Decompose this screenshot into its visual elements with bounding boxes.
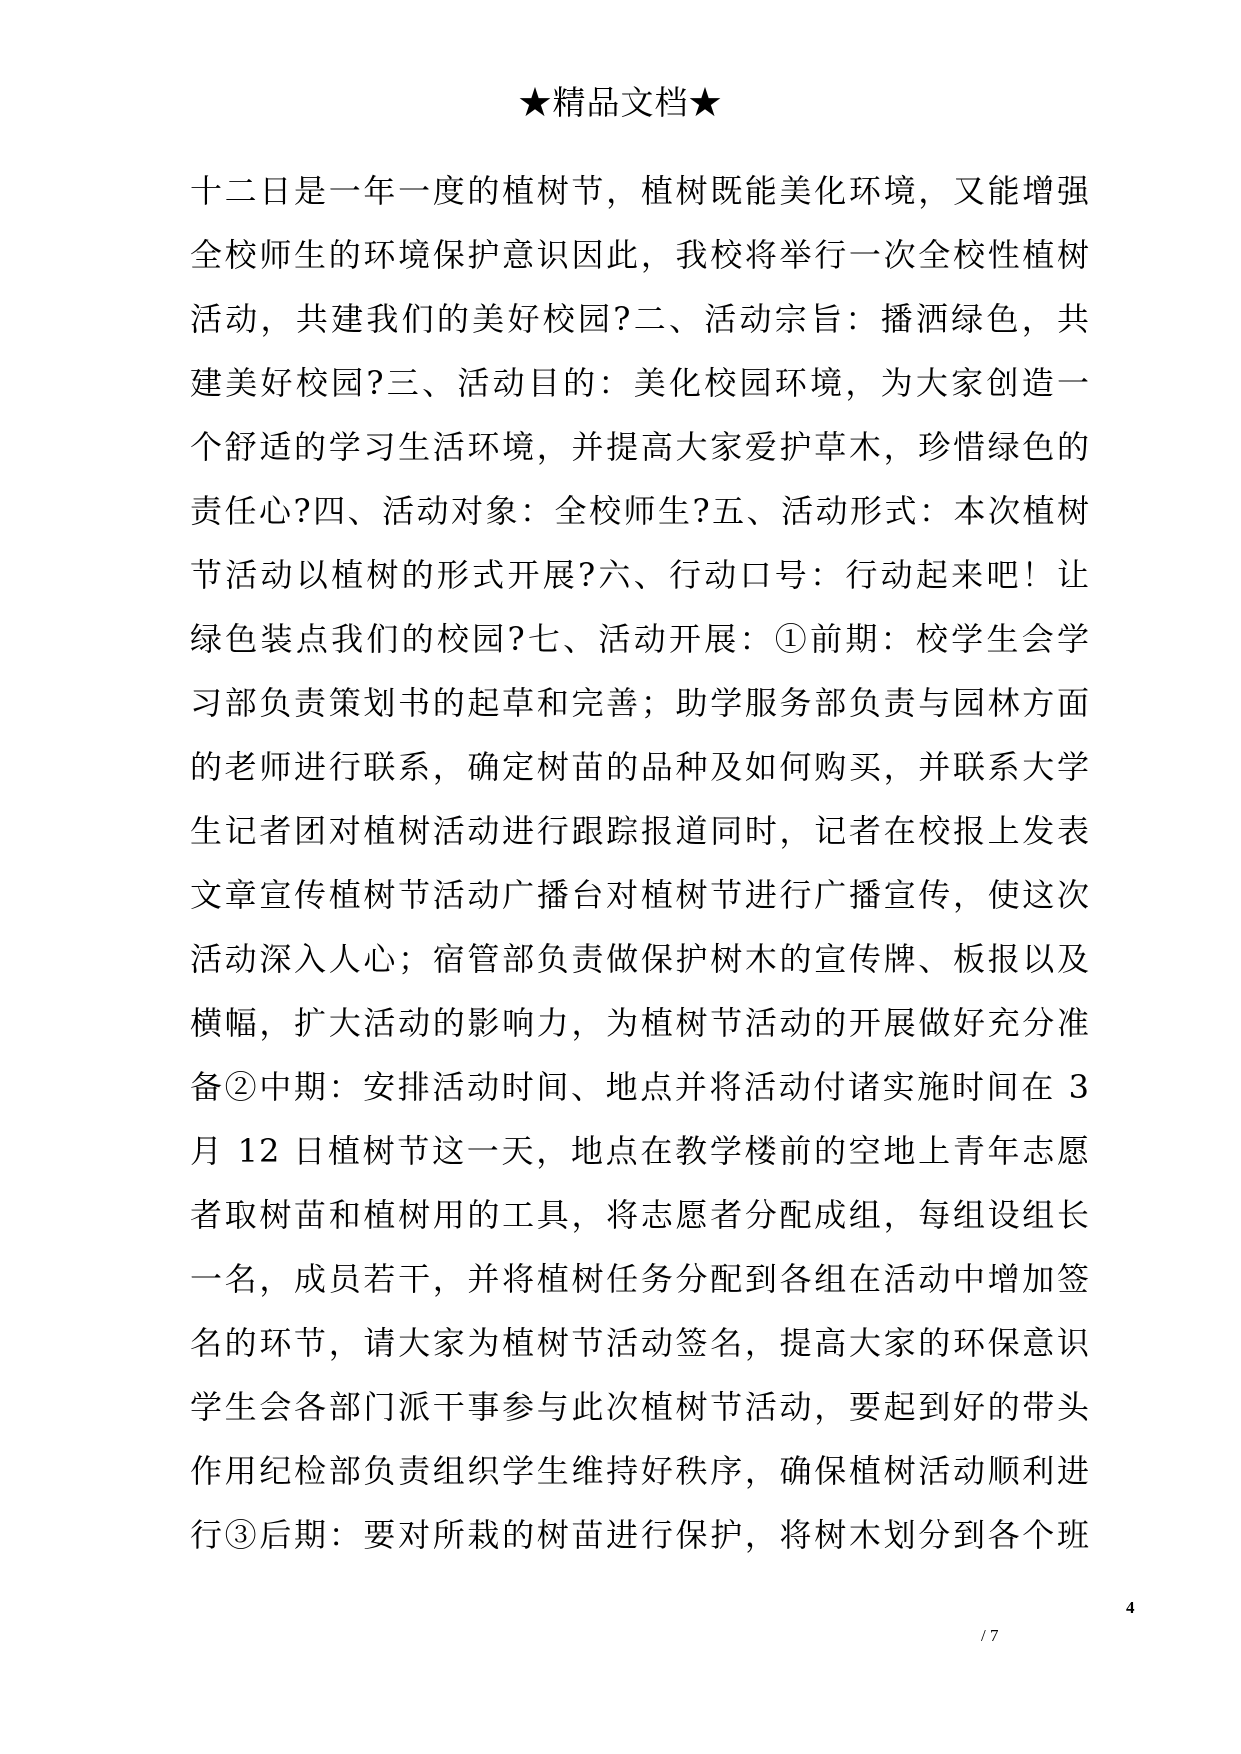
text-line: 十二日是一年一度的植树节，植树既能美化环境，又能增强 [190, 172, 1090, 210]
text-line: 生记者团对植树活动进行跟踪报道同时，记者在校报上发表 [190, 812, 1090, 850]
text-line: 备②中期：安排活动时间、地点并将活动付诸实施时间在 3 [190, 1068, 1090, 1106]
text-line: 建美好校园?三、活动目的：美化校园环境，为大家创造一 [190, 364, 1090, 402]
text-line: 行③后期：要对所栽的树苗进行保护，将树木划分到各个班 [190, 1516, 1090, 1554]
text-line: 的老师进行联系，确定树苗的品种及如何购买，并联系大学 [190, 748, 1090, 786]
text-line: 全校师生的环境保护意识因此，我校将举行一次全校性植树 [190, 236, 1090, 274]
text-line: 节活动以植树的形式开展?六、行动口号：行动起来吧！让 [190, 556, 1090, 594]
text-line: 者取树苗和植树用的工具，将志愿者分配成组，每组设组长 [190, 1196, 1090, 1234]
page-total: / 7 [981, 1626, 999, 1645]
text-line: 绿色装点我们的校园?七、活动开展：①前期：校学生会学 [190, 620, 1090, 658]
page-header-title: ★精品文档★ [518, 83, 723, 122]
text-line: 学生会各部门派干事参与此次植树节活动，要起到好的带头 [190, 1388, 1090, 1426]
document-body [190, 159, 1090, 1567]
text-line: 责任心?四、活动对象：全校师生?五、活动形式：本次植树 [190, 492, 1090, 530]
text-line: 活动，共建我们的美好校园?二、活动宗旨：播洒绿色，共 [190, 300, 1090, 338]
text-line: 文章宣传植树节活动广播台对植树节进行广播宣传，使这次 [190, 876, 1090, 914]
text-line: 习部负责策划书的起草和完善；助学服务部负责与园林方面 [190, 684, 1090, 722]
text-line: 横幅，扩大活动的影响力，为植树节活动的开展做好充分准 [190, 1004, 1090, 1042]
text-line: 个舒适的学习生活环境，并提高大家爱护草木，珍惜绿色的 [190, 428, 1090, 466]
text-line: 活动深入人心；宿管部负责做保护树木的宣传牌、板报以及 [190, 940, 1090, 978]
page-number: 4 [1126, 1598, 1135, 1617]
text-line: 月 12 日植树节这一天，地点在教学楼前的空地上青年志愿 [190, 1132, 1090, 1170]
text-line: 名的环节，请大家为植树节活动签名，提高大家的环保意识 [190, 1324, 1090, 1362]
text-line: 作用纪检部负责组织学生维持好秩序，确保植树活动顺利进 [190, 1452, 1090, 1490]
text-line: 一名，成员若干，并将植树任务分配到各组在活动中增加签 [190, 1260, 1090, 1298]
